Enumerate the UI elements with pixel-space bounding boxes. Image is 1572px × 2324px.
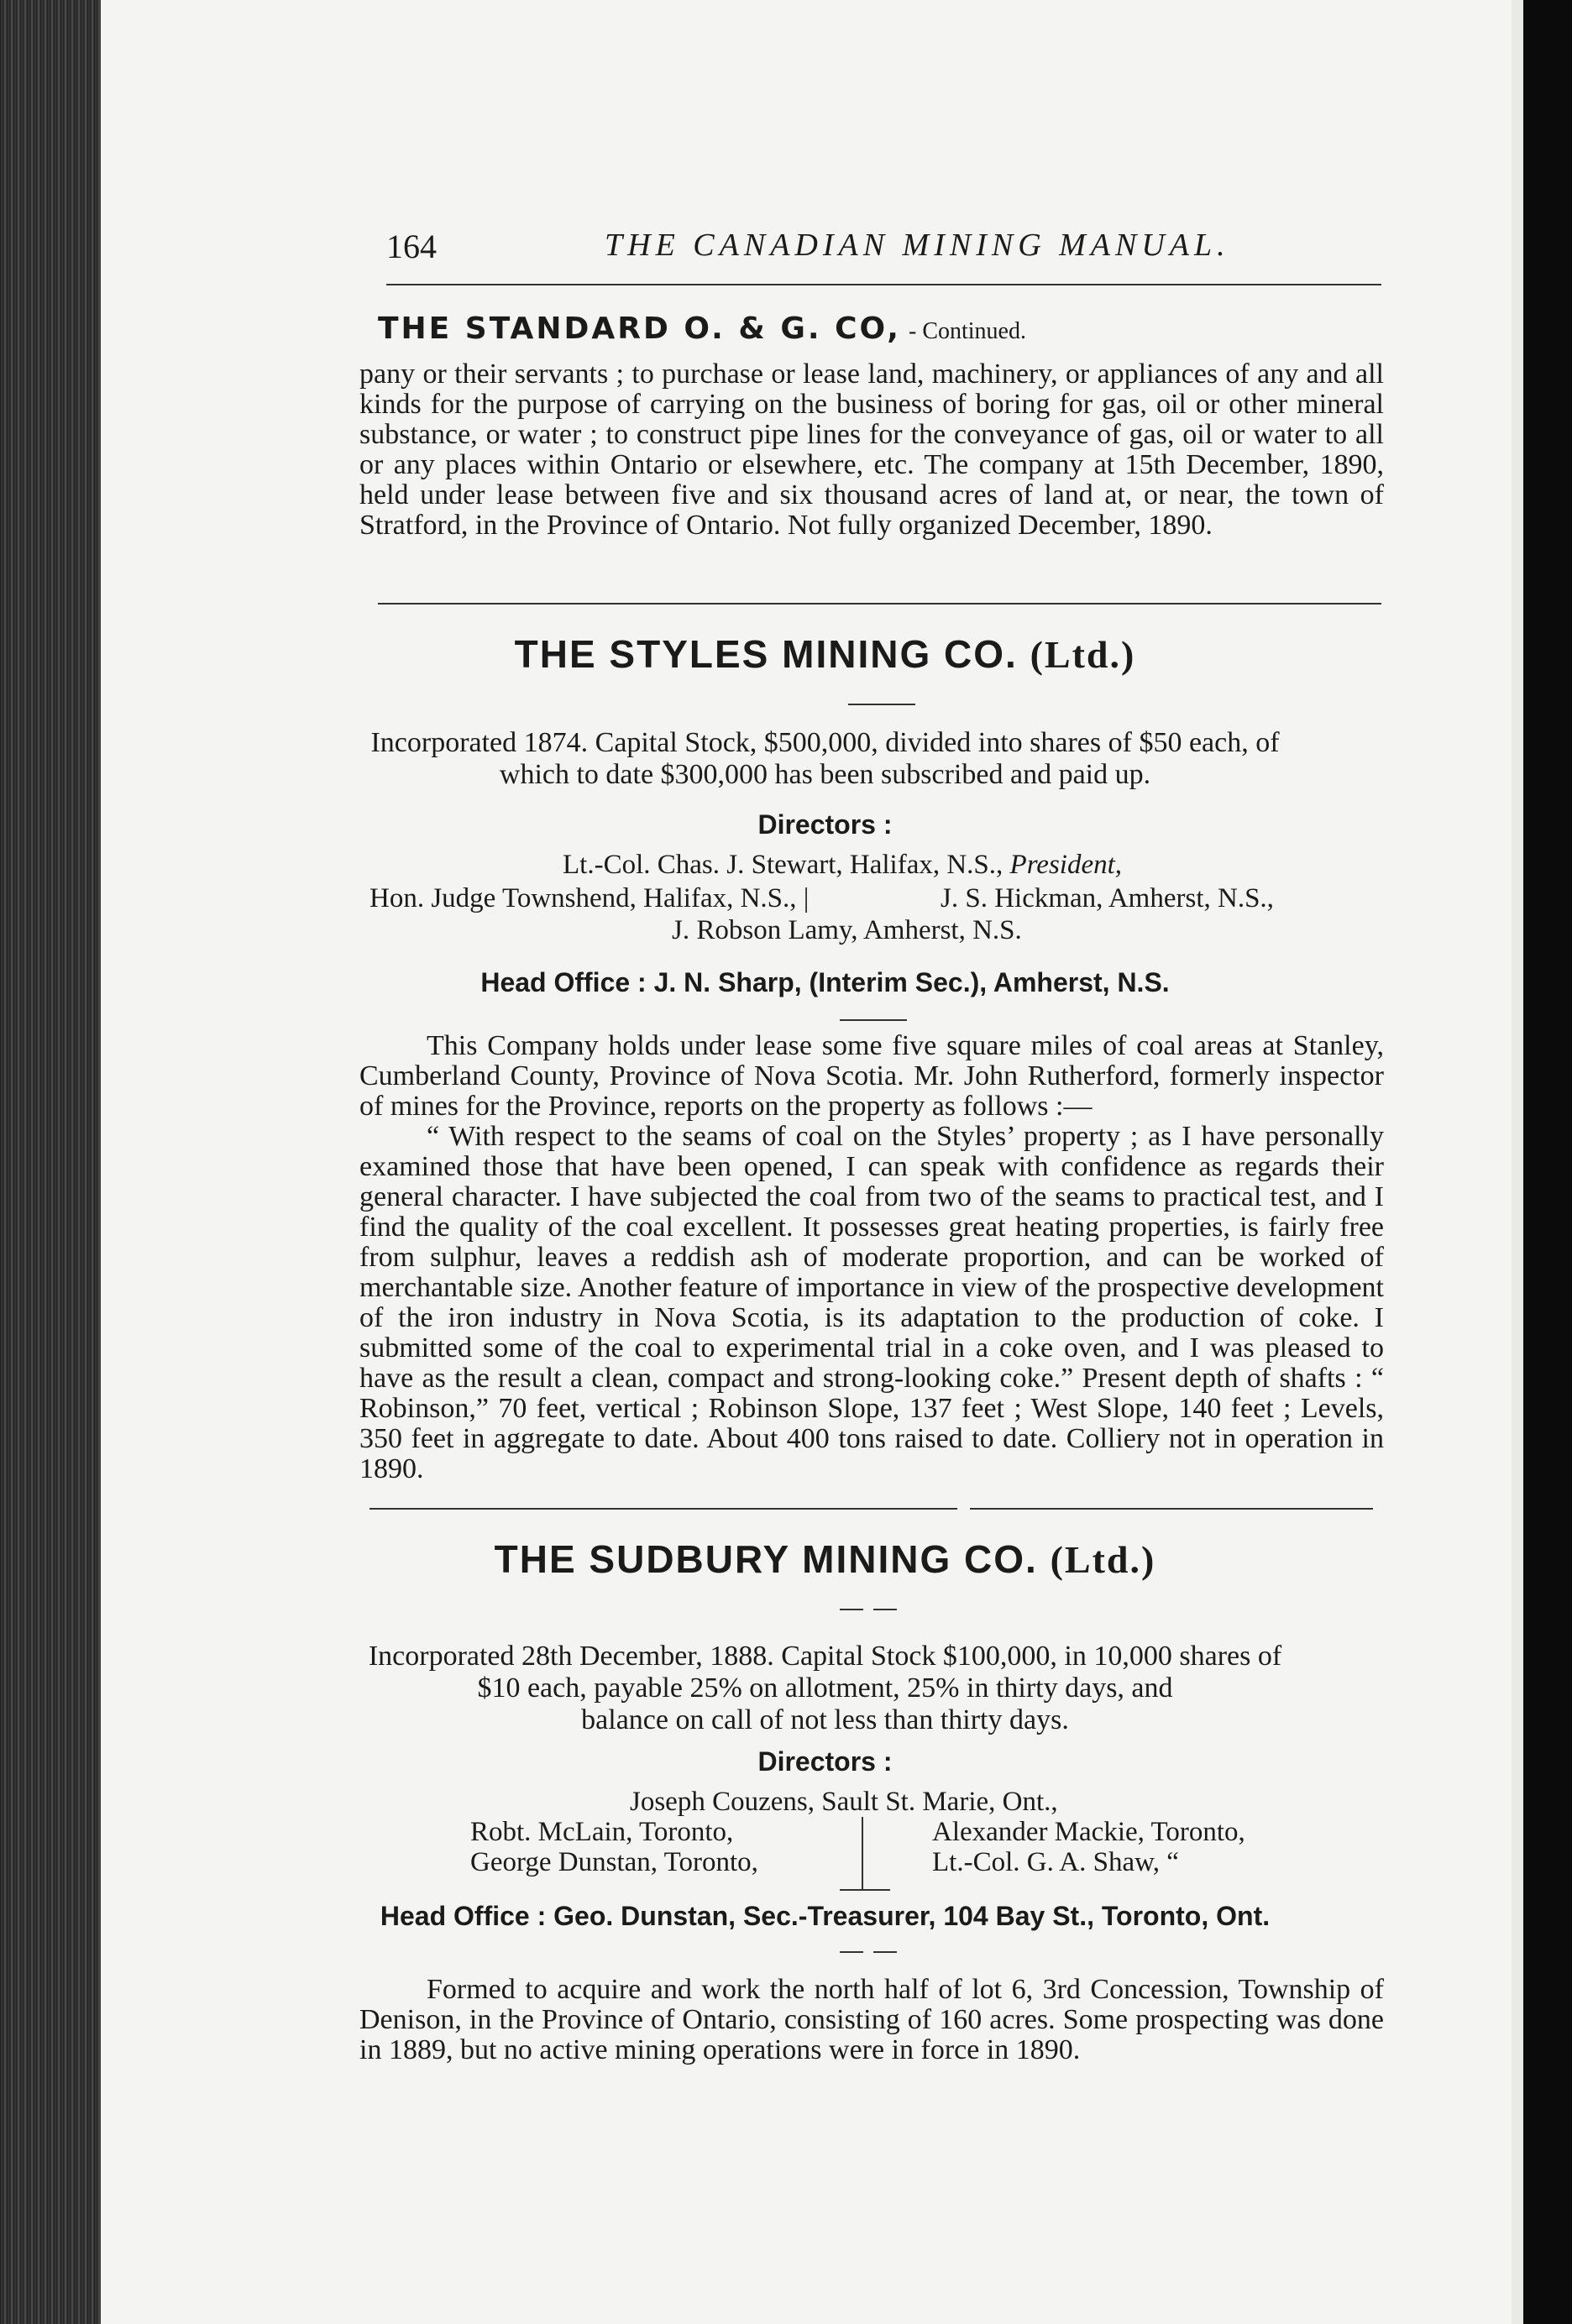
sudbury-incorporated-line-1: Incorporated 28th December, 1888. Capital Stock $100,000, in 10,000 shares of — [368, 1641, 1282, 1672]
sudbury-head-office-rule-a — [840, 1951, 863, 1953]
sudbury-director-left-2: George Dunstan, Toronto, — [470, 1847, 758, 1877]
standard-paragraph: pany or their servants ; to purchase or lease land, machinery, or appliances of any and all kinds for the purpose of carrying on the business of boring for gas, oil or other mineral substance, or water ; to construct pipe lines for the conveyance of gas, oil or water to all or any places within Ontario or elsewhere, etc. The company at 15th December, 1890, held under lease between five and six thousand acres of land at, or near, the town of Stratford, in the Province of Ontario. Not fully organized December, 1890. — [359, 359, 1384, 541]
styles-president-name: Lt.-Col. Chas. J. Stewart, Halifax, N.S., — [563, 850, 1003, 880]
styles-directors-label: Directors : — [757, 809, 893, 840]
styles-incorporated-line-2: which to date $300,000 has been subscribed and paid up. — [499, 759, 1151, 790]
sudbury-ltd: (Ltd.) — [1050, 1538, 1156, 1581]
sudbury-director-left-1: Robt. McLain, Toronto, — [470, 1817, 734, 1847]
standard-company-name: THE STANDARD O. & G. CO, — [378, 311, 901, 346]
sudbury-directors-rule — [840, 1889, 890, 1891]
standard-heading — [378, 311, 1026, 346]
styles-company-title — [260, 631, 1390, 677]
styles-director-president — [563, 850, 1122, 881]
section-rule-2b — [970, 1508, 1373, 1510]
styles-director-left: Hon. Judge Townshend, Halifax, N.S., | — [369, 883, 810, 913]
sudbury-directors-label: Directors : — [757, 1746, 893, 1777]
sudbury-company-name: THE SUDBURY MINING CO. — [494, 1537, 1038, 1581]
sudbury-title-rule-a — [840, 1609, 863, 1610]
sudbury-incorporated-line-3: balance on call of not less than thirty days. — [581, 1704, 1069, 1735]
styles-incorporated-line-1: Incorporated 1874. Capital Stock, $500,000, divided into shares of $50 each, of — [370, 727, 1280, 758]
sudbury-director-right-1: Alexander Mackie, Toronto, — [932, 1817, 1245, 1847]
header-rule — [386, 284, 1381, 285]
continued-label: - Continued. — [909, 318, 1026, 344]
styles-head-office-rule — [840, 1019, 907, 1021]
book-spine-edge — [0, 0, 118, 2324]
styles-director-last: J. Robson Lamy, Amherst, N.S. — [672, 915, 1022, 945]
section-rule-1 — [378, 603, 1381, 605]
sudbury-title-rule-b — [873, 1609, 897, 1610]
manual-title: THE CANADIAN MINING MANUAL. — [605, 228, 1230, 263]
sudbury-director-right-2: Lt.-Col. G. A. Shaw, “ — [932, 1847, 1179, 1877]
styles-title-rule — [848, 704, 915, 705]
sudbury-company-title — [260, 1536, 1390, 1582]
styles-president-title: President, — [1009, 850, 1123, 880]
sudbury-incorporated-line-2: $10 each, payable 25% on allotment, 25% in thirty days, and — [477, 1672, 1173, 1704]
page-number: 164 — [386, 228, 437, 265]
styles-director-right: J. S. Hickman, Amherst, N.S., — [941, 883, 1274, 913]
sudbury-head-office: Head Office : Geo. Dunstan, Sec.-Treasurer, 104 Bay St., Toronto, Ont. — [380, 1901, 1271, 1931]
section-rule-2a — [369, 1508, 957, 1510]
styles-head-office: Head Office : J. N. Sharp, (Interim Sec.), Amherst, N.S. — [480, 967, 1170, 997]
styles-company-name: THE STYLES MINING CO. — [514, 632, 1018, 676]
sudbury-directors-divider — [862, 1817, 863, 1889]
facing-page-edge — [1512, 0, 1572, 2324]
styles-paragraph-1: This Company holds under lease some five square miles of coal areas at Stanley, Cumberland County, Province of Nova Scotia. Mr. John Rutherford, formerly inspector of mines for the Province, reports on the property as follows :— — [359, 1030, 1384, 1122]
running-head — [260, 227, 1390, 277]
sudbury-head-office-rule-b — [873, 1951, 897, 1953]
styles-paragraph-2: “ With respect to the seams of coal on the Styles’ property ; as I have personally examined those that have been opened, I can speak with confidence as regards their general character. I have subjected the coal from two of the seams to practical test, and I find the quality of the coal excellent. It possesses great heating properties, is fairly free from sulphur, leaves a reddish ash of moderate proportion, and can be worked of merchantable size. Another feature of importance in view of the prospective development of the iron industry in Nova Scotia, is its adaptation to the production of coke. I submitted some of the coal to experimental trial in a coke oven, and I was pleased to have as the result a clean, compact and strong-looking coke.” Present depth of shafts : “ Robinson,” 70 feet, vertical ; Robinson Slope, 137 feet ; West Slope, 140 feet ; Levels, 350 feet in aggregate to date. About 400 tons raised to date. Colliery not in operation in 1890. — [359, 1121, 1384, 1484]
sudbury-director-top: Joseph Couzens, Sault St. Marie, Ont., — [630, 1787, 1058, 1817]
styles-ltd: (Ltd.) — [1030, 633, 1136, 676]
sudbury-paragraph: Formed to acquire and work the north half of lot 6, 3rd Concession, Township of Denison, in the Province of Ontario, consisting of 160 acres. Some prospecting was done in 1889, but no active mining operations were in force in 1890. — [359, 1974, 1384, 2065]
